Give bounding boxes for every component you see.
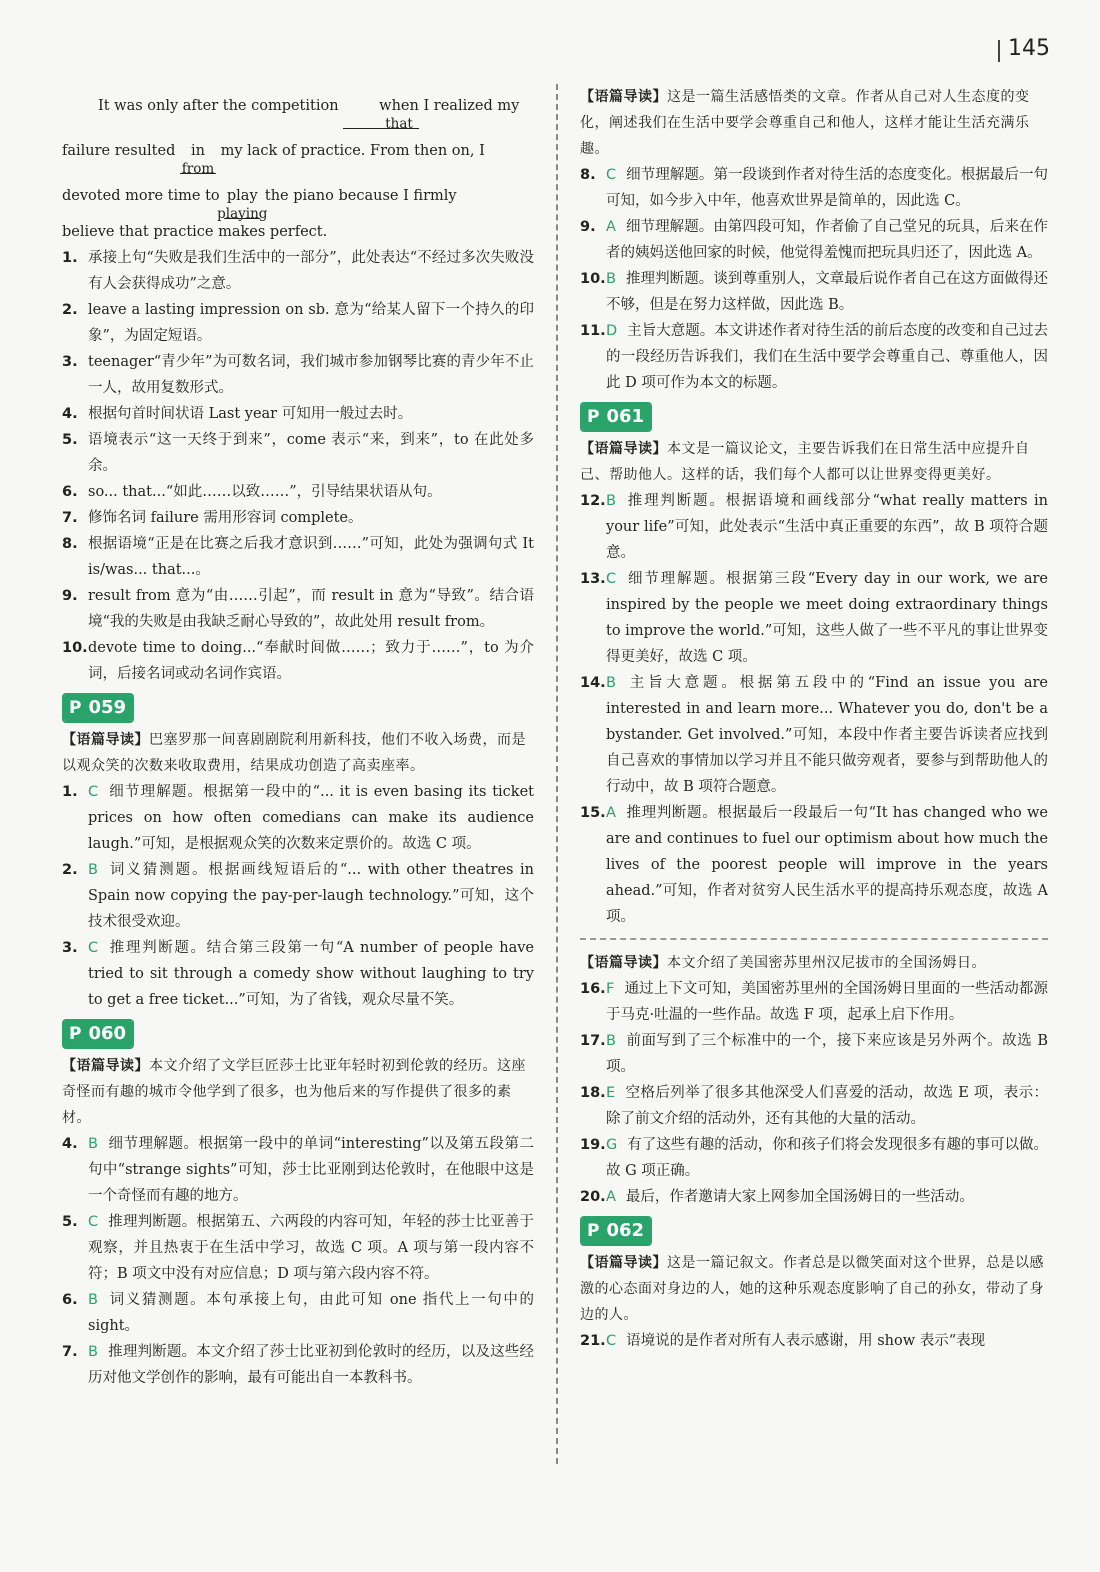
note-text: 根据语境“正是在比赛之后我才意识到……”可知，此处为强调句式 It is/was... that...。 xyxy=(88,536,534,578)
page-number-bar xyxy=(998,40,1000,62)
answer-item xyxy=(62,1209,534,1287)
intro-line xyxy=(62,84,534,132)
answer-letter: B xyxy=(606,493,616,509)
note-number: 1. xyxy=(62,250,78,266)
answer-explanation: 推理判断题。根据最后一段最后一句“It has changed who we are and continues to fuel our optimism about how much the lives of the poorest people will improve in the years ahead.”可知，作者对贫穷人民生活水平的提高持乐观态度，故选 A 项。 xyxy=(606,805,1048,925)
answer-letter: D xyxy=(606,323,618,339)
answer-explanation: 推理判断题。本文介绍了莎士比亚初到伦敦时的经历，以及这些经历对他文学创作的影响，最有可能出自一本教科书。 xyxy=(88,1344,534,1386)
note-item xyxy=(62,583,534,635)
intro-line xyxy=(62,129,534,177)
blank-answer: in xyxy=(190,143,205,159)
answer-explanation: 主旨大意题。根据第五段中的“Find an issue you are interested in and learn more... Whatever you do, don't be a bystander. Get involved.”可知，本段中作者主要告诉读者应找到自己喜欢的事情加以学习并且不能只做旁观者，要参与到帮助他人的行动中，故 B 项符合题意。 xyxy=(606,675,1048,795)
answer-explanation: 空格后列举了很多其他深受人们喜爱的活动，故选 E 项，表示：除了前文介绍的活动外，还有其他的大量的活动。 xyxy=(606,1085,1048,1127)
answer-item xyxy=(62,1287,534,1339)
answer-number: 8. xyxy=(580,167,596,183)
text: my lack of practice. From then on, I xyxy=(220,143,485,159)
note-number: 3. xyxy=(62,354,78,370)
answer-explanation: 细节理解题。由第四段可知，作者偷了自己堂兄的玩具，后来在作者的姨妈送他回家的时候，他觉得羞愧而把玩具归还了，因此选 A。 xyxy=(606,219,1048,261)
note-number: 10. xyxy=(62,640,88,656)
badge-letter: P xyxy=(582,404,604,430)
answer-item xyxy=(580,1132,1048,1184)
reading-guide xyxy=(62,727,534,779)
badge-number: 061 xyxy=(604,404,650,430)
badge-letter: P xyxy=(64,695,86,721)
blank-answer: play xyxy=(226,188,258,204)
note-number: 9. xyxy=(62,588,78,604)
answer-letter: B xyxy=(606,675,616,691)
note-number: 4. xyxy=(62,406,78,422)
answer-letter: C xyxy=(606,571,617,587)
answer-item xyxy=(580,670,1048,800)
answer-number: 21. xyxy=(580,1333,606,1349)
blank xyxy=(343,84,419,132)
note-text: 承接上句“失败是我们生活中的一部分”，此处表达“不经过多次失败没有人会获得成功”之意。 xyxy=(88,250,534,292)
answer-explanation: 细节理解题。根据第一段中的单词“interesting”以及第五段第二句中“strange sights”可知，莎士比亚刚到达伦敦时，在他眼中这是一个奇怪而有趣的地方。 xyxy=(88,1136,534,1204)
answer-number: 6. xyxy=(62,1292,78,1308)
note-item xyxy=(62,245,534,297)
answer-explanation: 词义猜测题。根据画线短语后的“... with other theatres in Spain now copying the pay-per-laugh technology.”可知，这个技术很受欢迎。 xyxy=(88,862,534,930)
answer-item xyxy=(580,1028,1048,1080)
answer-letter: C xyxy=(606,167,617,183)
answer-letter: B xyxy=(88,1292,98,1308)
answer-item xyxy=(62,935,534,1013)
page-number: 145 xyxy=(1008,36,1050,61)
guide-tag: 【语篇导读】 xyxy=(580,441,667,457)
answer-explanation: 推理判断题。根据语境和画线部分“what really matters in your life”可知，此处表示“生活中真正重要的东西”，故 B 项符合题意。 xyxy=(606,493,1048,561)
intro-line xyxy=(62,174,534,222)
answer-explanation: 主旨大意题。本文讲述作者对待生活的前后态度的改变和自己过去的一段经历告诉我们，我们在生活中要学会尊重自己、尊重他人，因此 D 项可作为本文的标题。 xyxy=(606,323,1048,391)
section-badge xyxy=(580,1216,652,1246)
answer-item xyxy=(62,1339,534,1391)
answer-item xyxy=(62,779,534,857)
guide-tag: 【语篇导读】 xyxy=(580,955,667,971)
answer-explanation: 细节理解题。根据第三段“Every day in our work, we are inspired by the people we meet doing extraordinary things to improve the world.”可知，这些人做了一些不平凡的事让世界变得更美好，故选 C 项。 xyxy=(606,571,1048,665)
answer-number: 16. xyxy=(580,981,606,997)
answer-explanation: 语境说的是作者对所有人表示感谢，用 show 表示“表现 xyxy=(626,1333,986,1349)
note-item xyxy=(62,531,534,583)
note-text: teenager“青少年”为可数名词，我们城市参加钢琴比赛的青少年不止一人，故用复数形式。 xyxy=(88,354,534,396)
guide-tag: 【语篇导读】 xyxy=(580,89,667,105)
note-number: 5. xyxy=(62,432,78,448)
section-p060 xyxy=(62,1013,534,1391)
guide-text: 这是一篇生活感悟类的文章。作者从自己对人生态度的变化，阐述我们在生活中要学会尊重自己和他人，这样才能让生活充满乐趣。 xyxy=(580,89,1030,157)
answer-number: 9. xyxy=(580,219,596,235)
guide-text: 巴塞罗那一间喜剧剧院利用新科技，他们不收入场费，而是以观众笑的次数来收取费用，结果成功创造了高卖座率。 xyxy=(62,732,526,774)
guide-tag: 【语篇导读】 xyxy=(580,1255,667,1271)
answer-item xyxy=(580,266,1048,318)
section-badge xyxy=(62,1019,134,1049)
left-column xyxy=(62,84,534,1391)
answer-item xyxy=(580,800,1048,930)
answer-letter: E xyxy=(606,1085,616,1101)
reading-guide xyxy=(580,950,1048,976)
answer-number: 3. xyxy=(62,940,78,956)
answer-explanation: 推理判断题。根据第五、六两段的内容可知，年轻的莎士比亚善于观察，并且热衷于在生活中学习，故选 C 项。A 项与第一段内容不符；B 项文中没有对应信息；D 项与第六段内容不符。 xyxy=(88,1214,534,1282)
answer-item xyxy=(580,488,1048,566)
answer-item xyxy=(62,857,534,935)
guide-text: 本文介绍了文学巨匠莎士比亚年轻时初到伦敦的经历。这座奇怪而有趣的城市令他学到了很多，也为他后来的写作提供了很多的素材。 xyxy=(62,1058,526,1126)
badge-letter: P xyxy=(64,1021,86,1047)
note-text: so... that...“如此……以致……”，引导结果状语从句。 xyxy=(88,484,442,500)
answer-explanation: 通过上下文可知，美国密苏里州的全国汤姆日里面的一些活动都源于马克·吐温的一些作品。故选 F 项，起承上启下作用。 xyxy=(606,981,1048,1023)
answer-letter: A xyxy=(606,805,616,821)
section-badge xyxy=(62,693,134,723)
badge-number: 059 xyxy=(86,695,132,721)
note-item xyxy=(62,401,534,427)
guide-text: 这是一篇记叙文。作者总是以微笑面对这个世界，总是以感激的心态面对身边的人，她的这种乐观态度影响了自己的孙女，带动了身边的人。 xyxy=(580,1255,1044,1323)
answer-number: 14. xyxy=(580,675,606,691)
answer-number: 12. xyxy=(580,493,606,509)
answer-letter: F xyxy=(606,981,615,997)
guide-tag: 【语篇导读】 xyxy=(62,1058,149,1074)
note-number: 7. xyxy=(62,510,78,526)
answer-number: 15. xyxy=(580,805,606,821)
note-number: 2. xyxy=(62,302,78,318)
answer-explanation: 词义猜测题。本句承接上句，由此可知 one 指代上一句中的 sight。 xyxy=(88,1292,534,1334)
answer-letter: G xyxy=(606,1137,618,1153)
answer-letter: B xyxy=(88,1136,98,1152)
answer-letter: B xyxy=(606,271,616,287)
answer-explanation: 细节理解题。根据第一段中的“... it is even basing its ticket prices on how often comedians can make its audience laugh.”可知，是根据观众笑的次数来定票价的。故选 C 项。 xyxy=(88,784,534,852)
guide-text: 本文是一篇议论文，主要告诉我们在日常生活中应提升自己、帮助他人。这样的话，我们每个人都可以让世界变得更美好。 xyxy=(580,441,1030,483)
badge-number: 060 xyxy=(86,1021,132,1047)
answer-explanation: 最后，作者邀请大家上网参加全国汤姆日的一些活动。 xyxy=(625,1189,974,1205)
reading-guide xyxy=(580,84,1048,162)
answer-item xyxy=(580,566,1048,670)
blank xyxy=(180,129,216,177)
answer-item xyxy=(580,1080,1048,1132)
notes-list xyxy=(62,245,534,687)
answer-letter: A xyxy=(606,1189,616,1205)
blank-answer: when xyxy=(379,98,419,114)
answer-letter: B xyxy=(606,1033,616,1049)
column-divider xyxy=(556,84,558,1464)
note-item xyxy=(62,427,534,479)
text: devoted more time to xyxy=(62,188,220,204)
answer-number: 1. xyxy=(62,784,78,800)
note-item xyxy=(62,635,534,687)
guide-tag: 【语篇导读】 xyxy=(62,732,149,748)
answer-number: 20. xyxy=(580,1189,606,1205)
note-text: 语境表示“这一天终于到来”，come 表示“来，到来”，to 在此处多余。 xyxy=(88,432,534,474)
answer-number: 10. xyxy=(580,271,606,287)
answer-explanation: 前面写到了三个标准中的一个，接下来应该是另外两个。故选 B 项。 xyxy=(606,1033,1048,1075)
blank-correction: that xyxy=(385,116,413,132)
answer-item xyxy=(580,976,1048,1028)
text: I realized my xyxy=(423,98,520,114)
answer-number: 2. xyxy=(62,862,78,878)
answer-number: 5. xyxy=(62,1214,78,1230)
answer-letter: A xyxy=(606,219,616,235)
note-item xyxy=(62,297,534,349)
section-p062 xyxy=(580,1210,1048,1354)
answer-item xyxy=(580,1328,1048,1354)
answer-letter: B xyxy=(88,862,98,878)
answer-letter: B xyxy=(88,1344,98,1360)
answer-number: 18. xyxy=(580,1085,606,1101)
note-text: result from 意为“由……引起”，而 result in 意为“导致”。结合语境“我的失败是由我缺乏耐心导致的”，故此处用 result from。 xyxy=(88,588,534,630)
blank xyxy=(217,174,268,222)
answer-item xyxy=(580,162,1048,214)
reading-guide xyxy=(580,1250,1048,1328)
note-text: leave a lasting impression on sb. 意为“给某人留下一个持久的印象”，为固定短语。 xyxy=(88,302,534,344)
answer-explanation: 推理判断题。谈到尊重别人，文章最后说作者自己在这方面做得还不够，但是在努力这样做，因此选 B。 xyxy=(606,271,1048,313)
answer-number: 13. xyxy=(580,571,606,587)
answer-number: 11. xyxy=(580,323,606,339)
badge-number: 062 xyxy=(604,1218,650,1244)
reading-guide xyxy=(580,436,1048,488)
note-number: 6. xyxy=(62,484,78,500)
section-separator xyxy=(580,938,1048,940)
intro-last-line: believe that practice makes perfect. xyxy=(62,224,328,240)
text: It was only after the competition xyxy=(98,98,339,114)
answer-number: 19. xyxy=(580,1137,606,1153)
note-text: 修饰名词 failure 需用形容词 complete。 xyxy=(88,510,363,526)
blank-correction: from xyxy=(181,161,215,177)
text: the piano because I firmly xyxy=(264,188,457,204)
answer-explanation: 有了这些有趣的活动，你和孩子们将会发现很多有趣的事可以做。故 G 项正确。 xyxy=(606,1137,1048,1179)
guide-text: 本文介绍了美国密苏里州汉尼拔市的全国汤姆日。 xyxy=(667,955,986,971)
answer-explanation: 推理判断题。结合第三段第一句“A number of people have tried to sit through a comedy show without laughing to try to get a free ticket...”可知，为了省钱，观众尽量不笑。 xyxy=(88,940,534,1008)
note-text: 根据句首时间状语 Last year 可知用一般过去时。 xyxy=(88,406,413,422)
answer-number: 17. xyxy=(580,1033,606,1049)
reading-guide xyxy=(62,1053,534,1131)
answer-item xyxy=(580,214,1048,266)
blank-correction: playing xyxy=(217,206,268,222)
badge-letter: P xyxy=(582,1218,604,1244)
answer-letter: C xyxy=(88,784,99,800)
note-item xyxy=(62,505,534,531)
answer-letter: C xyxy=(88,940,99,956)
answer-letter: C xyxy=(606,1333,617,1349)
section-p061 xyxy=(580,396,1048,930)
section-badge xyxy=(580,402,652,432)
answer-item xyxy=(580,318,1048,396)
answer-letter: C xyxy=(88,1214,99,1230)
answer-item xyxy=(62,1131,534,1209)
right-column xyxy=(580,84,1048,1354)
section-p059 xyxy=(62,687,534,1013)
answer-number: 4. xyxy=(62,1136,78,1152)
note-item xyxy=(62,349,534,401)
note-item xyxy=(62,479,534,505)
answer-explanation: 细节理解题。第一段谈到作者对待生活的态度变化。根据最后一句可知，如今步入中年，他喜欢世界是简单的，因此选 C。 xyxy=(606,167,1048,209)
answer-number: 7. xyxy=(62,1344,78,1360)
text: failure resulted xyxy=(62,143,176,159)
note-number: 8. xyxy=(62,536,78,552)
note-text: devote time to doing...“奉献时间做……；致力于……”，to 为介词，后接名词或动名词作宾语。 xyxy=(88,640,534,682)
intro-passage xyxy=(62,84,534,245)
answer-item xyxy=(580,1184,1048,1210)
